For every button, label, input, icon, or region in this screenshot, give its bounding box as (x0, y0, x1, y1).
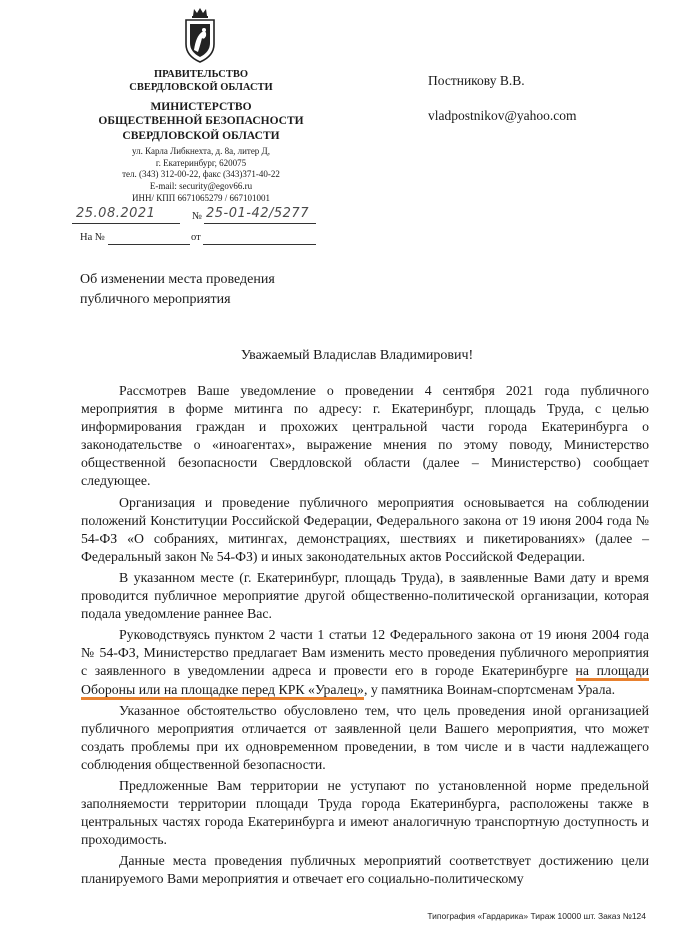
ministry-line: СВЕРДЛОВСКОЙ ОБЛАСТИ (122, 129, 280, 142)
subject-line: Об изменении места проведения (80, 272, 275, 287)
paragraph: Данные места проведения публичных мероприятий соответствует достижению цели планируемого Вами мероприятия и отвечает его социально-политическому (81, 853, 649, 887)
subject-line: публичного мероприятия (80, 291, 231, 307)
recipient-email: vladpostnikov@yahoo.com (428, 108, 577, 123)
ministry-heading (70, 100, 332, 143)
letter-body (81, 382, 649, 892)
inn-line: ИНН/ КПП 6671065279 / 667101001 (131, 192, 270, 203)
from-underline (203, 244, 316, 245)
phone-line: тел. (343) 312-00-22, факс (343)371-40-22 (122, 169, 280, 180)
paragraph: Организация и проведение публичного мероприятия основывается на соблюдении положений Конституции Российской Федерации, Федерального закона от 19 июня 2004 года № 54-ФЗ «О собраниях, митингах, демонстрациях, шествиях и пикетированиях» (далее – Федеральный закон № 54-ФЗ) и иных законодательных актов Российской Федерации. (81, 494, 649, 564)
paragraph: Рассмотрев Ваше уведомление о проведении 4 сентября 2021 года публичного мероприятия в форме митинга по адресу: г. Екатеринбург, площадь Труда, с целью информирования граждан и прохожих центральной части города Екатеринбурга о законодательстве о «иноагентах», выражение мнения по этому поводу, Министерство общественной безопасности Свердловской области (далее – Министерство) сообщает следующее. (81, 383, 649, 489)
address-line: г. Екатеринбург, 620075 (155, 157, 247, 168)
salutation: Уважаемый Владислав Владимирович! (240, 348, 474, 363)
coat-of-arms-icon (180, 6, 220, 64)
address-line: ул. Карла Либкнехта, д. 8а, литер Д, (132, 146, 270, 156)
date-underline (72, 223, 180, 224)
ministry-address (70, 146, 332, 204)
in-reply-label: На № (80, 232, 105, 243)
print-footer: Типография «Гардарика» Тираж 10000 шт. Заказ №124 (427, 911, 646, 921)
highlighted-location: на площади Обороны или на площадке перед КРК «Уралец» (81, 663, 649, 699)
number-sign: № (192, 211, 203, 222)
email-line: E-mail: security@egov66.ru (149, 181, 253, 192)
paragraph-text: , у памятника Воинам-спортсменам Урала. (363, 681, 616, 697)
recipient-name: Постникову В.В. (428, 73, 525, 88)
paragraph: В указанном месте (г. Екатеринбург, площадь Труда), в заявленные Вами дату и время проводится публичное мероприятие другой общественно-политической организации, которая подала уведомление раннее Вас. (81, 569, 649, 622)
government-heading (70, 68, 332, 94)
paragraph (81, 626, 649, 698)
ministry-line: МИНИСТЕРСТВО (150, 101, 252, 113)
paragraph-text: Руководствуясь пунктом 2 части 1 статьи 12 Федерального закона от 19 июня 2004 года № 54-ФЗ, Министерство предлагает Вам изменить место проведения публичного мероприятия с заявленного в уведомлении адреса и провести его в городе Екатеринбурге (81, 627, 649, 679)
handwritten-number: 25-01-42/5277 (206, 206, 309, 221)
paragraph: Указанное обстоятельство обусловлено тем, что цель проведения иной организацией публичного мероприятия отличается от заявленной цели Вашего мероприятия, что может создать проблемы при их одновременном проведении, в том числе и в части надлежащего соблюдения общественной безопасности. (81, 702, 649, 772)
government-line: ПРАВИТЕЛЬСТВО (153, 69, 249, 80)
paragraph: Предложенные Вам территории не уступают по установленной норме предельной заполняемости территории площади Труда города Екатеринбурга, расположены также в центральных частях города Екатеринбурга и имеют аналогичную транспортную доступность и проходимость. (81, 777, 649, 848)
handwritten-date: 25.08.2021 (76, 206, 156, 221)
ministry-line: ОБЩЕСТВЕННОЙ БЕЗОПАСНОСТИ (98, 115, 304, 128)
government-line: СВЕРДЛОВСКОЙ ОБЛАСТИ (129, 82, 273, 94)
in-reply-underline (108, 244, 190, 245)
number-underline (204, 223, 316, 224)
from-label: от (191, 232, 201, 243)
letter-subject (80, 270, 275, 309)
